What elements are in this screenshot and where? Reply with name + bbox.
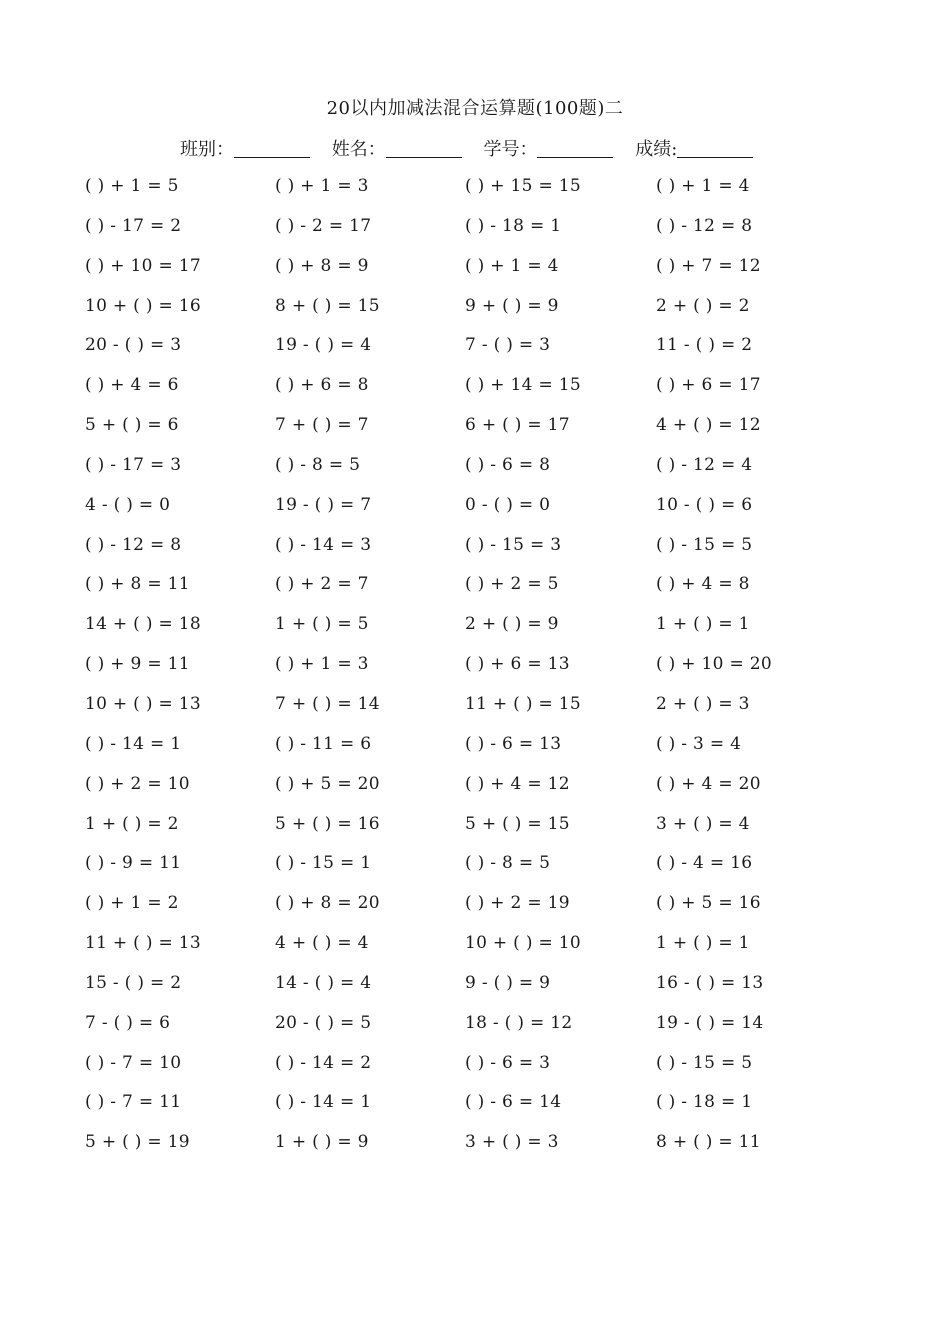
math-problem: ( ) - 3 = 4: [656, 733, 742, 754]
math-problem: ( ) + 14 = 15: [465, 375, 581, 396]
math-problem: ( ) + 1 = 5: [85, 176, 179, 196]
math-problem: 10 + ( ) = 16: [85, 295, 201, 316]
math-problem: 9 + ( ) = 9: [465, 295, 559, 316]
math-problem: ( ) - 9 = 11: [85, 853, 182, 874]
math-problem: ( ) + 1 = 2: [85, 893, 179, 914]
math-problem: 8 + ( ) = 15: [275, 295, 380, 316]
math-problem: ( ) + 2 = 7: [275, 574, 369, 595]
class-field: [180, 135, 310, 161]
math-problem: ( ) + 15 = 15: [465, 176, 581, 196]
math-problem: ( ) + 4 = 6: [85, 375, 179, 396]
score-field: [635, 135, 753, 161]
math-problem: 18 - ( ) = 12: [465, 1012, 573, 1033]
math-problem: 4 + ( ) = 4: [275, 933, 369, 954]
math-problem: ( ) + 8 = 11: [85, 574, 190, 595]
math-problem: 20 - ( ) = 5: [275, 1012, 372, 1033]
math-problem: 5 + ( ) = 6: [85, 415, 179, 436]
math-problem: ( ) + 6 = 17: [656, 375, 761, 396]
math-problem: ( ) - 12 = 8: [85, 534, 182, 555]
math-problem: 1 + ( ) = 1: [656, 933, 750, 954]
math-problem: ( ) + 6 = 13: [465, 654, 570, 675]
math-problem: 7 - ( ) = 3: [465, 335, 551, 356]
math-problem: 14 + ( ) = 18: [85, 614, 201, 635]
math-problem: ( ) - 15 = 5: [656, 534, 753, 555]
math-problem: 5 + ( ) = 19: [85, 1132, 190, 1153]
math-problem: 9 - ( ) = 9: [465, 972, 551, 993]
math-problem: ( ) - 7 = 10: [85, 1052, 182, 1073]
math-problem: 10 - ( ) = 6: [656, 494, 753, 515]
math-problem: 1 + ( ) = 1: [656, 614, 750, 635]
math-problem: ( ) - 17 = 3: [85, 454, 182, 475]
math-problem: 3 + ( ) = 4: [656, 813, 750, 834]
class-label: 班别：: [180, 139, 234, 160]
math-problem: 8 + ( ) = 11: [656, 1132, 761, 1153]
math-problem: 7 + ( ) = 7: [275, 415, 369, 436]
math-problem: 1 + ( ) = 2: [85, 813, 179, 834]
math-problem: ( ) - 18 = 1: [656, 1092, 753, 1113]
math-problem: ( ) - 15 = 3: [465, 534, 562, 555]
math-problem: ( ) + 1 = 4: [465, 255, 559, 276]
math-problem: ( ) + 4 = 12: [465, 773, 570, 794]
math-problem: ( ) - 11 = 6: [275, 733, 372, 754]
math-problem: ( ) - 14 = 1: [275, 1092, 372, 1113]
problem-grid: [85, 172, 846, 1168]
math-problem: ( ) + 5 = 20: [275, 773, 380, 794]
math-problem: 0 - ( ) = 0: [465, 494, 551, 515]
math-problem: 4 + ( ) = 12: [656, 415, 761, 436]
math-problem: 5 + ( ) = 15: [465, 813, 570, 834]
math-problem: ( ) - 6 = 13: [465, 733, 562, 754]
name-blank[interactable]: [386, 139, 462, 158]
student-number-label: 学号：: [483, 139, 538, 160]
math-problem: ( ) + 1 = 3: [275, 654, 369, 675]
math-problem: 3 + ( ) = 3: [465, 1132, 559, 1153]
math-problem: ( ) - 18 = 1: [465, 215, 562, 236]
math-problem: ( ) - 8 = 5: [275, 454, 361, 475]
math-problem: ( ) - 2 = 17: [275, 215, 372, 236]
student-info-row: [180, 135, 769, 161]
math-problem: ( ) - 12 = 8: [656, 215, 753, 236]
name-label: 姓名：: [331, 139, 386, 160]
math-problem: ( ) + 7 = 12: [656, 255, 761, 276]
math-problem: 19 - ( ) = 4: [275, 335, 372, 356]
math-problem: 11 + ( ) = 13: [85, 933, 201, 954]
math-problem: ( ) - 14 = 2: [275, 1052, 372, 1073]
math-problem: 6 + ( ) = 17: [465, 415, 570, 436]
math-problem: ( ) + 6 = 8: [275, 375, 369, 396]
math-problem: 7 - ( ) = 6: [85, 1012, 171, 1033]
math-problem: 10 + ( ) = 10: [465, 933, 581, 954]
math-problem: 2 + ( ) = 3: [656, 693, 750, 714]
name-field: [332, 135, 462, 161]
math-problem: ( ) + 2 = 10: [85, 773, 190, 794]
math-problem: ( ) - 14 = 1: [85, 733, 182, 754]
math-problem: ( ) + 10 = 17: [85, 255, 201, 276]
math-problem: 7 + ( ) = 14: [275, 693, 380, 714]
math-problem: ( ) + 5 = 16: [656, 893, 761, 914]
math-problem: 1 + ( ) = 5: [275, 614, 369, 635]
math-problem: ( ) - 15 = 1: [275, 853, 372, 874]
math-problem: 1 + ( ) = 9: [275, 1132, 369, 1153]
math-problem: ( ) - 12 = 4: [656, 454, 753, 475]
math-problem: ( ) + 9 = 11: [85, 654, 190, 675]
math-problem: ( ) - 4 = 16: [656, 853, 753, 874]
math-problem: ( ) + 4 = 8: [656, 574, 750, 595]
math-problem: ( ) + 8 = 20: [275, 893, 380, 914]
student-number-blank[interactable]: [537, 139, 613, 158]
math-problem: 11 + ( ) = 15: [465, 693, 581, 714]
math-problem: 19 - ( ) = 7: [275, 494, 372, 515]
math-problem: 19 - ( ) = 14: [656, 1012, 764, 1033]
math-problem: 4 - ( ) = 0: [85, 494, 171, 515]
math-problem: 11 - ( ) = 2: [656, 335, 753, 356]
math-problem: ( ) + 2 = 19: [465, 893, 570, 914]
math-problem: ( ) + 1 = 4: [656, 176, 750, 196]
math-problem: ( ) - 8 = 5: [465, 853, 551, 874]
math-problem: ( ) - 6 = 8: [465, 454, 551, 475]
math-problem: ( ) + 4 = 20: [656, 773, 761, 794]
math-problem: ( ) - 14 = 3: [275, 534, 372, 555]
math-problem: ( ) + 10 = 20: [656, 654, 772, 675]
student-number-field: [483, 135, 613, 161]
math-problem: ( ) - 7 = 11: [85, 1092, 182, 1113]
score-blank[interactable]: [677, 139, 753, 158]
math-problem: ( ) - 17 = 2: [85, 215, 182, 236]
math-problem: ( ) + 8 = 9: [275, 255, 369, 276]
math-problem: 2 + ( ) = 2: [656, 295, 750, 316]
score-label: 成绩:: [635, 139, 678, 160]
math-problem: ( ) - 6 = 14: [465, 1092, 562, 1113]
math-problem: 20 - ( ) = 3: [85, 335, 182, 356]
math-problem: ( ) - 6 = 3: [465, 1052, 551, 1073]
math-problem: 14 - ( ) = 4: [275, 972, 372, 993]
math-problem: ( ) + 1 = 3: [275, 176, 369, 196]
math-problem: 2 + ( ) = 9: [465, 614, 559, 635]
math-problem: ( ) - 15 = 5: [656, 1052, 753, 1073]
math-problem: 15 - ( ) = 2: [85, 972, 182, 993]
math-problem: 5 + ( ) = 16: [275, 813, 380, 834]
class-blank[interactable]: [234, 139, 310, 158]
math-problem: 10 + ( ) = 13: [85, 693, 201, 714]
math-problem: 16 - ( ) = 13: [656, 972, 764, 993]
page-title: 20以内加减法混合运算题(100题)二: [326, 98, 624, 119]
math-problem: ( ) + 2 = 5: [465, 574, 559, 595]
